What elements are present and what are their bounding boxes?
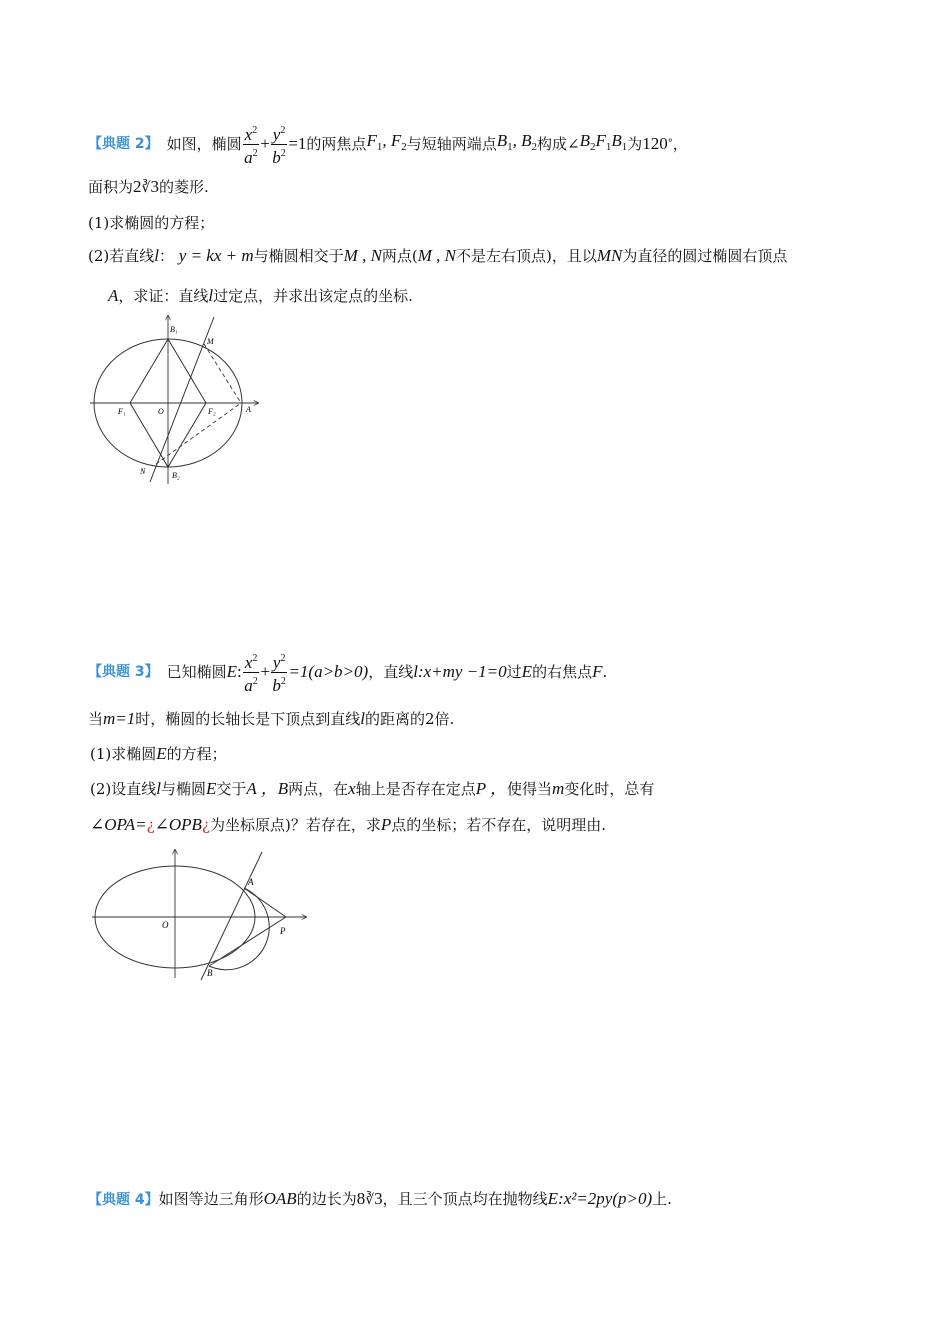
frac-y2-b2-q3: $\frac{y^2}{b^2}$ bbox=[271, 650, 288, 695]
svg-text:M: M bbox=[207, 337, 214, 346]
q3-line2: 当m=1时，椭圆的长轴长是下顶点到直线l的距离的2倍. bbox=[88, 709, 455, 728]
q2-part1: (1)求椭圆的方程； bbox=[88, 214, 215, 232]
q3-figure bbox=[90, 848, 310, 982]
svg-text:B: B bbox=[207, 968, 213, 978]
q3-tag: 【典题 3】 bbox=[88, 664, 159, 680]
frac-y2-b2: $\frac{y^2}{b^2}$ bbox=[271, 122, 288, 167]
q4-line1: 【典题 4】如图等边三角形OAB的边长为8∛3，且三个顶点均在抛物线E:x²=2py(p>0)上. bbox=[88, 1189, 672, 1208]
frac-x2-a2-q3: $\frac{x^2}{a^2}$ bbox=[243, 650, 260, 695]
svg-text:N: N bbox=[140, 467, 146, 476]
svg-text:A: A bbox=[248, 877, 254, 887]
q2-figure bbox=[86, 312, 276, 488]
q3-line1: 【典题 3】 已知椭圆 E : $\frac{x^2}{a^2}$ + $\frac{y^2}{b^2}$ =1(a>b>0) ，直线 l :x+my −1=0 过 E 的右焦点 F . bbox=[88, 652, 607, 692]
q2-part2b: A，求证：直线l过定点，并求出该定点的坐标. bbox=[108, 286, 413, 305]
q3-part2: (2)设直线l与椭圆E交于A ，B两点，在x轴上是否存在定点P ，使得当m变化时，总有 bbox=[90, 779, 655, 798]
svg-text:O: O bbox=[162, 920, 169, 930]
q3-part2b: ∠OPA=¿∠OPB¿为坐标原点)？若存在，求P点的坐标；若不存在，说明理由. bbox=[90, 815, 606, 834]
svg-text:P: P bbox=[280, 926, 286, 936]
q2-line1: 【典题 2】 如图，椭圆 $\frac{x^2}{a^2}$ + $\frac{y^2}{b^2}$ =1 的两焦点 $F_1$, $F_2$ 与短轴两端点 $B_1$, $B_2$ 构成∠ $B_2F_1B_1$ 为 120 ° ， bbox=[88, 124, 688, 164]
q2-line2: 面积为2∛3的菱形. bbox=[88, 177, 209, 196]
q2-part2: (2)若直线l： y = kx + m与椭圆相交于M , N两点(M , N不是左右顶点)，且以MN为直径的圆过椭圆右顶点 bbox=[88, 246, 788, 265]
svg-text:A: A bbox=[246, 405, 251, 414]
q2-tag: 【典题 2】 bbox=[88, 136, 159, 152]
q4-tag: 【典题 4】 bbox=[88, 1192, 159, 1208]
svg-text:F₂: F₂ bbox=[208, 407, 216, 416]
q3-part1: (1)求椭圆E的方程； bbox=[90, 744, 227, 763]
svg-text:B₂: B₂ bbox=[172, 471, 180, 480]
svg-text:B₁: B₁ bbox=[170, 325, 178, 334]
svg-text:O: O bbox=[158, 407, 164, 416]
frac-x2-a2: $\frac{x^2}{a^2}$ bbox=[243, 122, 260, 167]
svg-text:F₁: F₁ bbox=[118, 407, 126, 416]
